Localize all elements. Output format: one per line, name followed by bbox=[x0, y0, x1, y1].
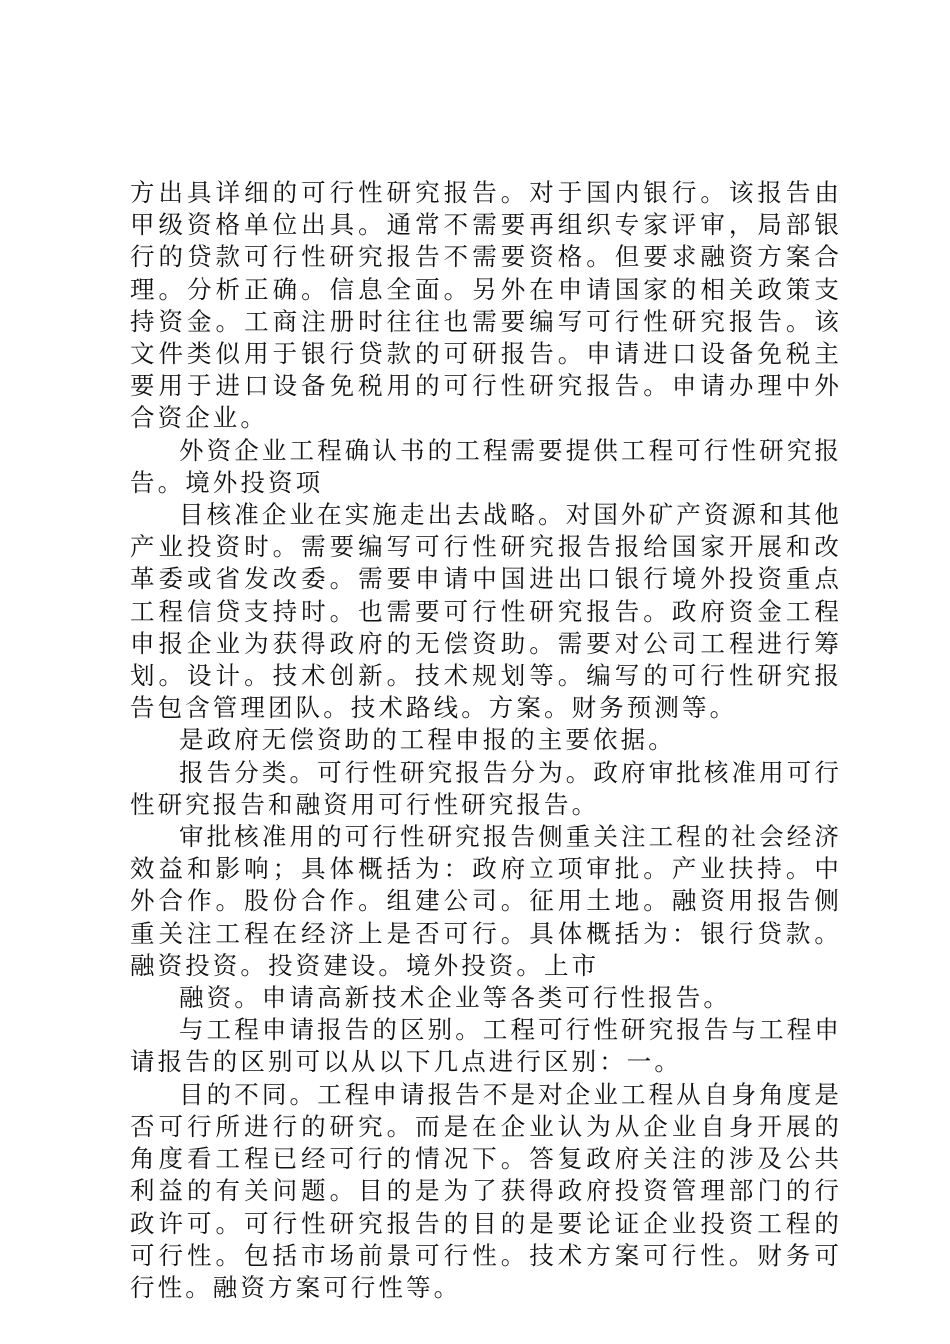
paragraph-3: 目核准企业在实施走出去战略。对国外矿产资源和其他产业投资时。需要编写可行性研究报告报给国家开展和改革委或省发改委。需要申请中国进出口银行境外投资重点工程信贷支持时。也需要可行性研究报告。政府资金工程申报企业为获得政府的无偿资助。需要对公司工程进行筹划。设计。技术创新。技术规划等。编写的可行性研究报告包含管理团队。技术路线。方案。财务预测等。 bbox=[130, 500, 842, 723]
paragraph-8: 与工程申请报告的区别。工程可行性研究报告与工程申请报告的区别可以从以下几点进行区别：一。 bbox=[130, 1015, 842, 1077]
paragraph-9: 目的不同。工程申请报告不是对企业工程从自身角度是否可行所进行的研究。而是在企业认为从企业自身开展的角度看工程已经可行的情况下。答复政府关注的涉及公共利益的有关问题。目的是为了获得政府投资管理部门的行政许可。可行性研究报告的目的是要论证企业投资工程的可行性。包括市场前景可行性。技术方案可行性。财务可行性。融资方案可行性等。 bbox=[130, 1079, 842, 1302]
paragraph-2: 外资企业工程确认书的工程需要提供工程可行性研究报告。境外投资项 bbox=[130, 435, 842, 497]
paragraph-1: 方出具详细的可行性研究报告。对于国内银行。该报告由甲级资格单位出具。通常不需要再组织专家评审，局部银行的贷款可行性研究报告不需要资格。但要求融资方案合理。分析正确。信息全面。另外在申请国家的相关政策支持资金。工商注册时往往也需要编写可行性研究报告。该文件类似用于银行贷款的可研报告。申请进口设备免税主要用于进口设备免税用的可行性研究报告。申请办理中外合资企业。 bbox=[130, 178, 842, 433]
document-body bbox=[130, 177, 842, 1304]
paragraph-4: 是政府无偿资助的工程申报的主要依据。 bbox=[179, 725, 676, 755]
paragraph-7: 融资。申请高新技术企业等各类可行性报告。 bbox=[179, 983, 731, 1013]
paragraph-6: 审批核准用的可行性研究报告侧重关注工程的社会经济效益和影响；具体概括为：政府立项审批。产业扶持。中外合作。股份合作。组建公司。征用土地。融资用报告侧重关注工程在经济上是否可行。具体概括为：银行贷款。融资投资。投资建设。境外投资。上市 bbox=[130, 822, 842, 980]
paragraph-5: 报告分类。可行性研究报告分为。政府审批核准用可行性研究报告和融资用可行性研究报告。 bbox=[130, 757, 842, 819]
